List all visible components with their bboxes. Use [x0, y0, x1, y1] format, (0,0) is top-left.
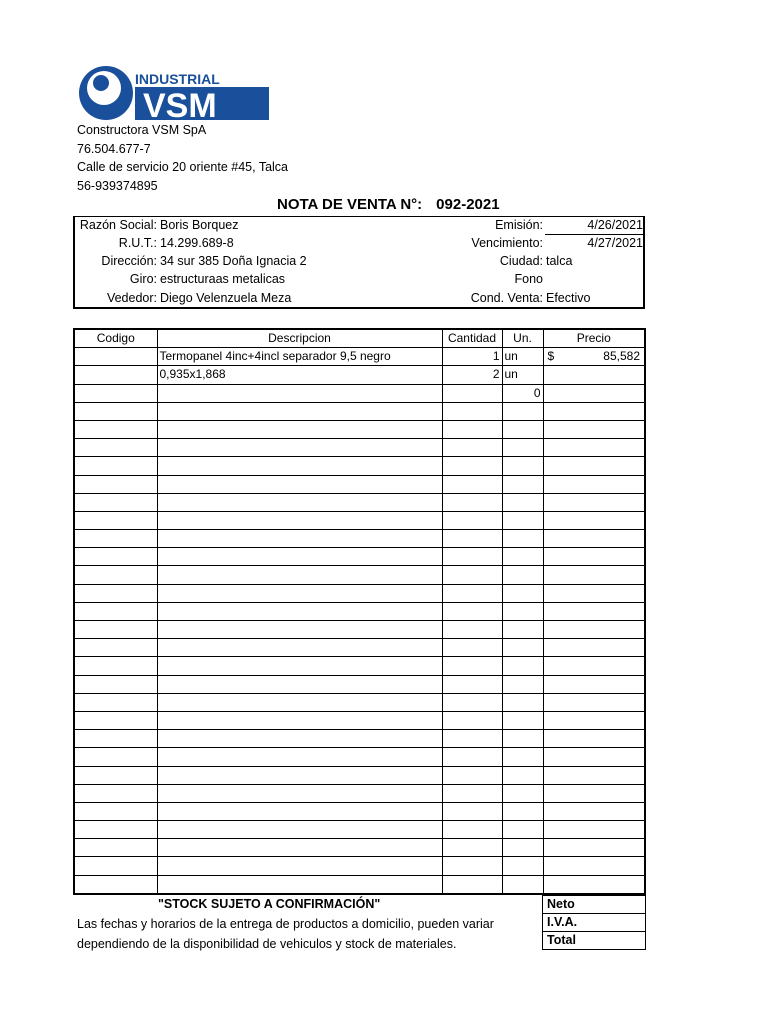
cell-codigo [74, 766, 157, 784]
cell-un [502, 420, 543, 438]
cell-un: 0 [502, 384, 543, 402]
cell-precio [543, 420, 645, 438]
cell-un [502, 821, 543, 839]
cell-precio [543, 402, 645, 420]
table-header-row [74, 329, 645, 348]
cell-codigo [74, 693, 157, 711]
table-row [74, 730, 645, 748]
cell-descripcion [157, 420, 442, 438]
cell-codigo [74, 657, 157, 675]
cell-precio [543, 548, 645, 566]
cell-un [502, 439, 543, 457]
cell-descripcion [157, 530, 442, 548]
cell-un [502, 675, 543, 693]
price-value: 85,582 [603, 349, 640, 364]
cell-codigo [74, 675, 157, 693]
cell-cantidad [442, 621, 502, 639]
cell-un [502, 711, 543, 729]
cell-codigo [74, 366, 157, 384]
cell-precio [543, 711, 645, 729]
cell-cantidad [442, 457, 502, 475]
cell-descripcion [157, 493, 442, 511]
rut-value: 14.299.689-8 [160, 236, 234, 250]
cell-cantidad [442, 511, 502, 529]
logo-brand-text: VSM [143, 87, 217, 122]
cell-codigo [74, 530, 157, 548]
cell-descripcion [157, 621, 442, 639]
cell-codigo [74, 711, 157, 729]
cell-codigo [74, 475, 157, 493]
cell-precio [543, 439, 645, 457]
rut-label: R.U.T.: [118, 236, 157, 250]
cell-precio [543, 639, 645, 657]
cell-precio [543, 821, 645, 839]
table-row [74, 457, 645, 475]
cell-codigo [74, 584, 157, 602]
cell-un [502, 511, 543, 529]
cell-un [502, 530, 543, 548]
delivery-note-line-2: dependiendo de la disponibilidad de vehiculos y stock de materiales. [77, 937, 457, 951]
cell-precio [543, 348, 645, 366]
cell-cantidad [442, 730, 502, 748]
direccion-label: Dirección: [101, 254, 157, 268]
table-row [74, 784, 645, 802]
vsm-logo [77, 64, 269, 122]
cell-cantidad [442, 748, 502, 766]
table-row [74, 602, 645, 620]
cell-descripcion [157, 675, 442, 693]
logo-top-text: INDUSTRIAL [135, 71, 220, 87]
direccion-value: 34 sur 385 Doña Ignacia 2 [160, 254, 307, 268]
cell-cantidad [442, 802, 502, 820]
cell-un [502, 548, 543, 566]
cell-codigo [74, 402, 157, 420]
table-row [74, 548, 645, 566]
cell-descripcion [157, 548, 442, 566]
cell-cantidad [442, 548, 502, 566]
fono-label: Fono [514, 272, 543, 286]
cell-cantidad [442, 766, 502, 784]
cell-un [502, 457, 543, 475]
cell-codigo [74, 602, 157, 620]
cell-precio [543, 566, 645, 584]
cell-precio [543, 784, 645, 802]
table-row [74, 748, 645, 766]
table-row [74, 639, 645, 657]
cell-descripcion [157, 857, 442, 875]
cell-un [502, 748, 543, 766]
cell-cantidad: 1 [442, 348, 502, 366]
table-row [74, 857, 645, 875]
cell-precio [543, 621, 645, 639]
header-cantidad: Cantidad [442, 329, 502, 348]
client-info-box [73, 216, 645, 309]
cond-venta-label: Cond. Venta: [470, 291, 543, 305]
cell-precio [543, 857, 645, 875]
cell-codigo [74, 821, 157, 839]
cell-codigo [74, 730, 157, 748]
document-title [277, 196, 500, 213]
cell-cantidad [442, 675, 502, 693]
table-row [74, 675, 645, 693]
company-name: Constructora VSM SpA [77, 123, 207, 137]
cell-precio [543, 457, 645, 475]
cell-descripcion: 0,935x1,868 [157, 366, 442, 384]
cond-venta-value: Efectivo [546, 291, 591, 305]
iva-label: I.V.A. [543, 914, 646, 932]
table-row [74, 402, 645, 420]
cell-precio [543, 839, 645, 857]
table-row [74, 439, 645, 457]
cell-un [502, 784, 543, 802]
cell-codigo [74, 457, 157, 475]
cell-descripcion [157, 566, 442, 584]
cell-un [502, 875, 543, 894]
razon-social-label: Razón Social: [79, 218, 157, 232]
table-row [74, 621, 645, 639]
cell-descripcion [157, 766, 442, 784]
neto-label: Neto [543, 896, 646, 914]
vencimiento-label: Vencimiento: [471, 236, 543, 250]
cell-descripcion [157, 439, 442, 457]
razon-social-value: Boris Borquez [160, 218, 239, 232]
cell-precio [543, 657, 645, 675]
cell-precio [543, 748, 645, 766]
cell-precio [543, 802, 645, 820]
cell-cantidad [442, 439, 502, 457]
cell-un: un [502, 366, 543, 384]
cell-codigo [74, 420, 157, 438]
cell-un [502, 657, 543, 675]
cell-codigo [74, 839, 157, 857]
cell-descripcion [157, 639, 442, 657]
table-row [74, 493, 645, 511]
cell-cantidad [442, 839, 502, 857]
cell-codigo [74, 493, 157, 511]
cell-codigo [74, 802, 157, 820]
header-un: Un. [502, 329, 543, 348]
table-row [74, 366, 645, 384]
cell-un [502, 602, 543, 620]
cell-cantidad [442, 493, 502, 511]
table-row [74, 475, 645, 493]
cell-precio [543, 875, 645, 894]
cell-codigo [74, 348, 157, 366]
cell-codigo [74, 439, 157, 457]
giro-value: estructuraas metalicas [160, 272, 286, 286]
table-row [74, 693, 645, 711]
cell-un [502, 566, 543, 584]
cell-precio [543, 366, 645, 384]
table-row [74, 584, 645, 602]
header-descripcion: Descripcion [157, 329, 442, 348]
cell-cantidad [442, 711, 502, 729]
table-row [74, 821, 645, 839]
header-precio: Precio [543, 329, 645, 348]
cell-codigo [74, 621, 157, 639]
cell-descripcion [157, 839, 442, 857]
table-row [74, 420, 645, 438]
vencimiento-value: 4/27/2021 [587, 236, 643, 250]
table-row [74, 384, 645, 402]
company-phone: 56-939374895 [77, 178, 158, 193]
company-address: Calle de servicio 20 oriente #45, Talca [77, 160, 289, 174]
table-row [74, 802, 645, 820]
delivery-note-line-1: Las fechas y horarios de la entrega de productos a domicilio, pueden variar [77, 917, 494, 931]
cell-un: un [502, 348, 543, 366]
cell-descripcion [157, 475, 442, 493]
header-codigo: Codigo [74, 329, 157, 348]
title-label: NOTA DE VENTA N°: [277, 196, 423, 213]
cell-descripcion [157, 402, 442, 420]
table-row [74, 530, 645, 548]
currency-symbol: $ [547, 349, 555, 364]
cell-cantidad [442, 857, 502, 875]
cell-descripcion [157, 821, 442, 839]
cell-descripcion [157, 657, 442, 675]
vendedor-label: Vededor: [106, 291, 157, 305]
cell-un [502, 693, 543, 711]
cell-cantidad [442, 402, 502, 420]
cell-cantidad [442, 475, 502, 493]
cell-precio [543, 693, 645, 711]
cell-descripcion [157, 584, 442, 602]
cell-codigo [74, 639, 157, 657]
cell-cantidad [442, 875, 502, 894]
cell-codigo [74, 875, 157, 894]
cell-codigo [74, 548, 157, 566]
table-row [74, 657, 645, 675]
cell-precio [543, 530, 645, 548]
cell-cantidad [442, 530, 502, 548]
table-row [74, 566, 645, 584]
ciudad-label: Ciudad: [499, 254, 543, 268]
table-row [74, 766, 645, 784]
cell-codigo [74, 784, 157, 802]
cell-codigo [74, 566, 157, 584]
cell-precio [543, 493, 645, 511]
ciudad-value: talca [546, 254, 573, 268]
totals-table [542, 895, 646, 950]
cell-precio [543, 675, 645, 693]
cell-precio [543, 475, 645, 493]
cell-descripcion: Termopanel 4inc+4incl separador 9,5 negro [157, 348, 442, 366]
cell-precio [543, 602, 645, 620]
cell-descripcion [157, 693, 442, 711]
cell-un [502, 766, 543, 784]
cell-cantidad [442, 584, 502, 602]
vendedor-value: Diego Velenzuela Meza [160, 291, 292, 305]
emision-value: 4/26/2021 [587, 218, 643, 232]
table-row [74, 875, 645, 894]
cell-descripcion [157, 384, 442, 402]
cell-descripcion [157, 457, 442, 475]
cell-cantidad [442, 566, 502, 584]
cell-cantidad: 2 [442, 366, 502, 384]
emision-label: Emisión: [495, 218, 543, 232]
cell-descripcion [157, 730, 442, 748]
cell-precio [543, 511, 645, 529]
cell-precio [543, 584, 645, 602]
table-row [74, 711, 645, 729]
cell-cantidad [442, 602, 502, 620]
cell-descripcion [157, 602, 442, 620]
items-table [73, 328, 646, 895]
cell-codigo [74, 748, 157, 766]
cell-precio [543, 766, 645, 784]
cell-un [502, 475, 543, 493]
cell-descripcion [157, 748, 442, 766]
cell-codigo [74, 857, 157, 875]
cell-codigo [74, 384, 157, 402]
cell-un [502, 493, 543, 511]
cell-un [502, 730, 543, 748]
cell-cantidad [442, 821, 502, 839]
giro-label: Giro: [129, 272, 157, 286]
cell-un [502, 584, 543, 602]
cell-precio [543, 384, 645, 402]
stock-notice: "STOCK SUJETO A CONFIRMACIÓN" [158, 897, 381, 911]
cell-cantidad [442, 420, 502, 438]
cell-un [502, 402, 543, 420]
cell-un [502, 857, 543, 875]
cell-un [502, 639, 543, 657]
cell-cantidad [442, 639, 502, 657]
cell-descripcion [157, 802, 442, 820]
cell-cantidad [442, 384, 502, 402]
cell-precio [543, 730, 645, 748]
cell-un [502, 839, 543, 857]
table-row [74, 511, 645, 529]
cell-cantidad [442, 693, 502, 711]
cell-cantidad [442, 784, 502, 802]
table-row [74, 348, 645, 366]
cell-descripcion [157, 511, 442, 529]
cell-un [502, 802, 543, 820]
title-number: 092-2021 [436, 196, 500, 213]
cell-descripcion [157, 875, 442, 894]
company-rut: 76.504.677-7 [77, 141, 151, 156]
table-row [74, 839, 645, 857]
company-info [77, 121, 288, 195]
cell-descripcion [157, 784, 442, 802]
delivery-note [77, 914, 494, 954]
total-label: Total [543, 932, 646, 950]
cell-descripcion [157, 711, 442, 729]
cell-codigo [74, 511, 157, 529]
cell-cantidad [442, 657, 502, 675]
cell-un [502, 621, 543, 639]
